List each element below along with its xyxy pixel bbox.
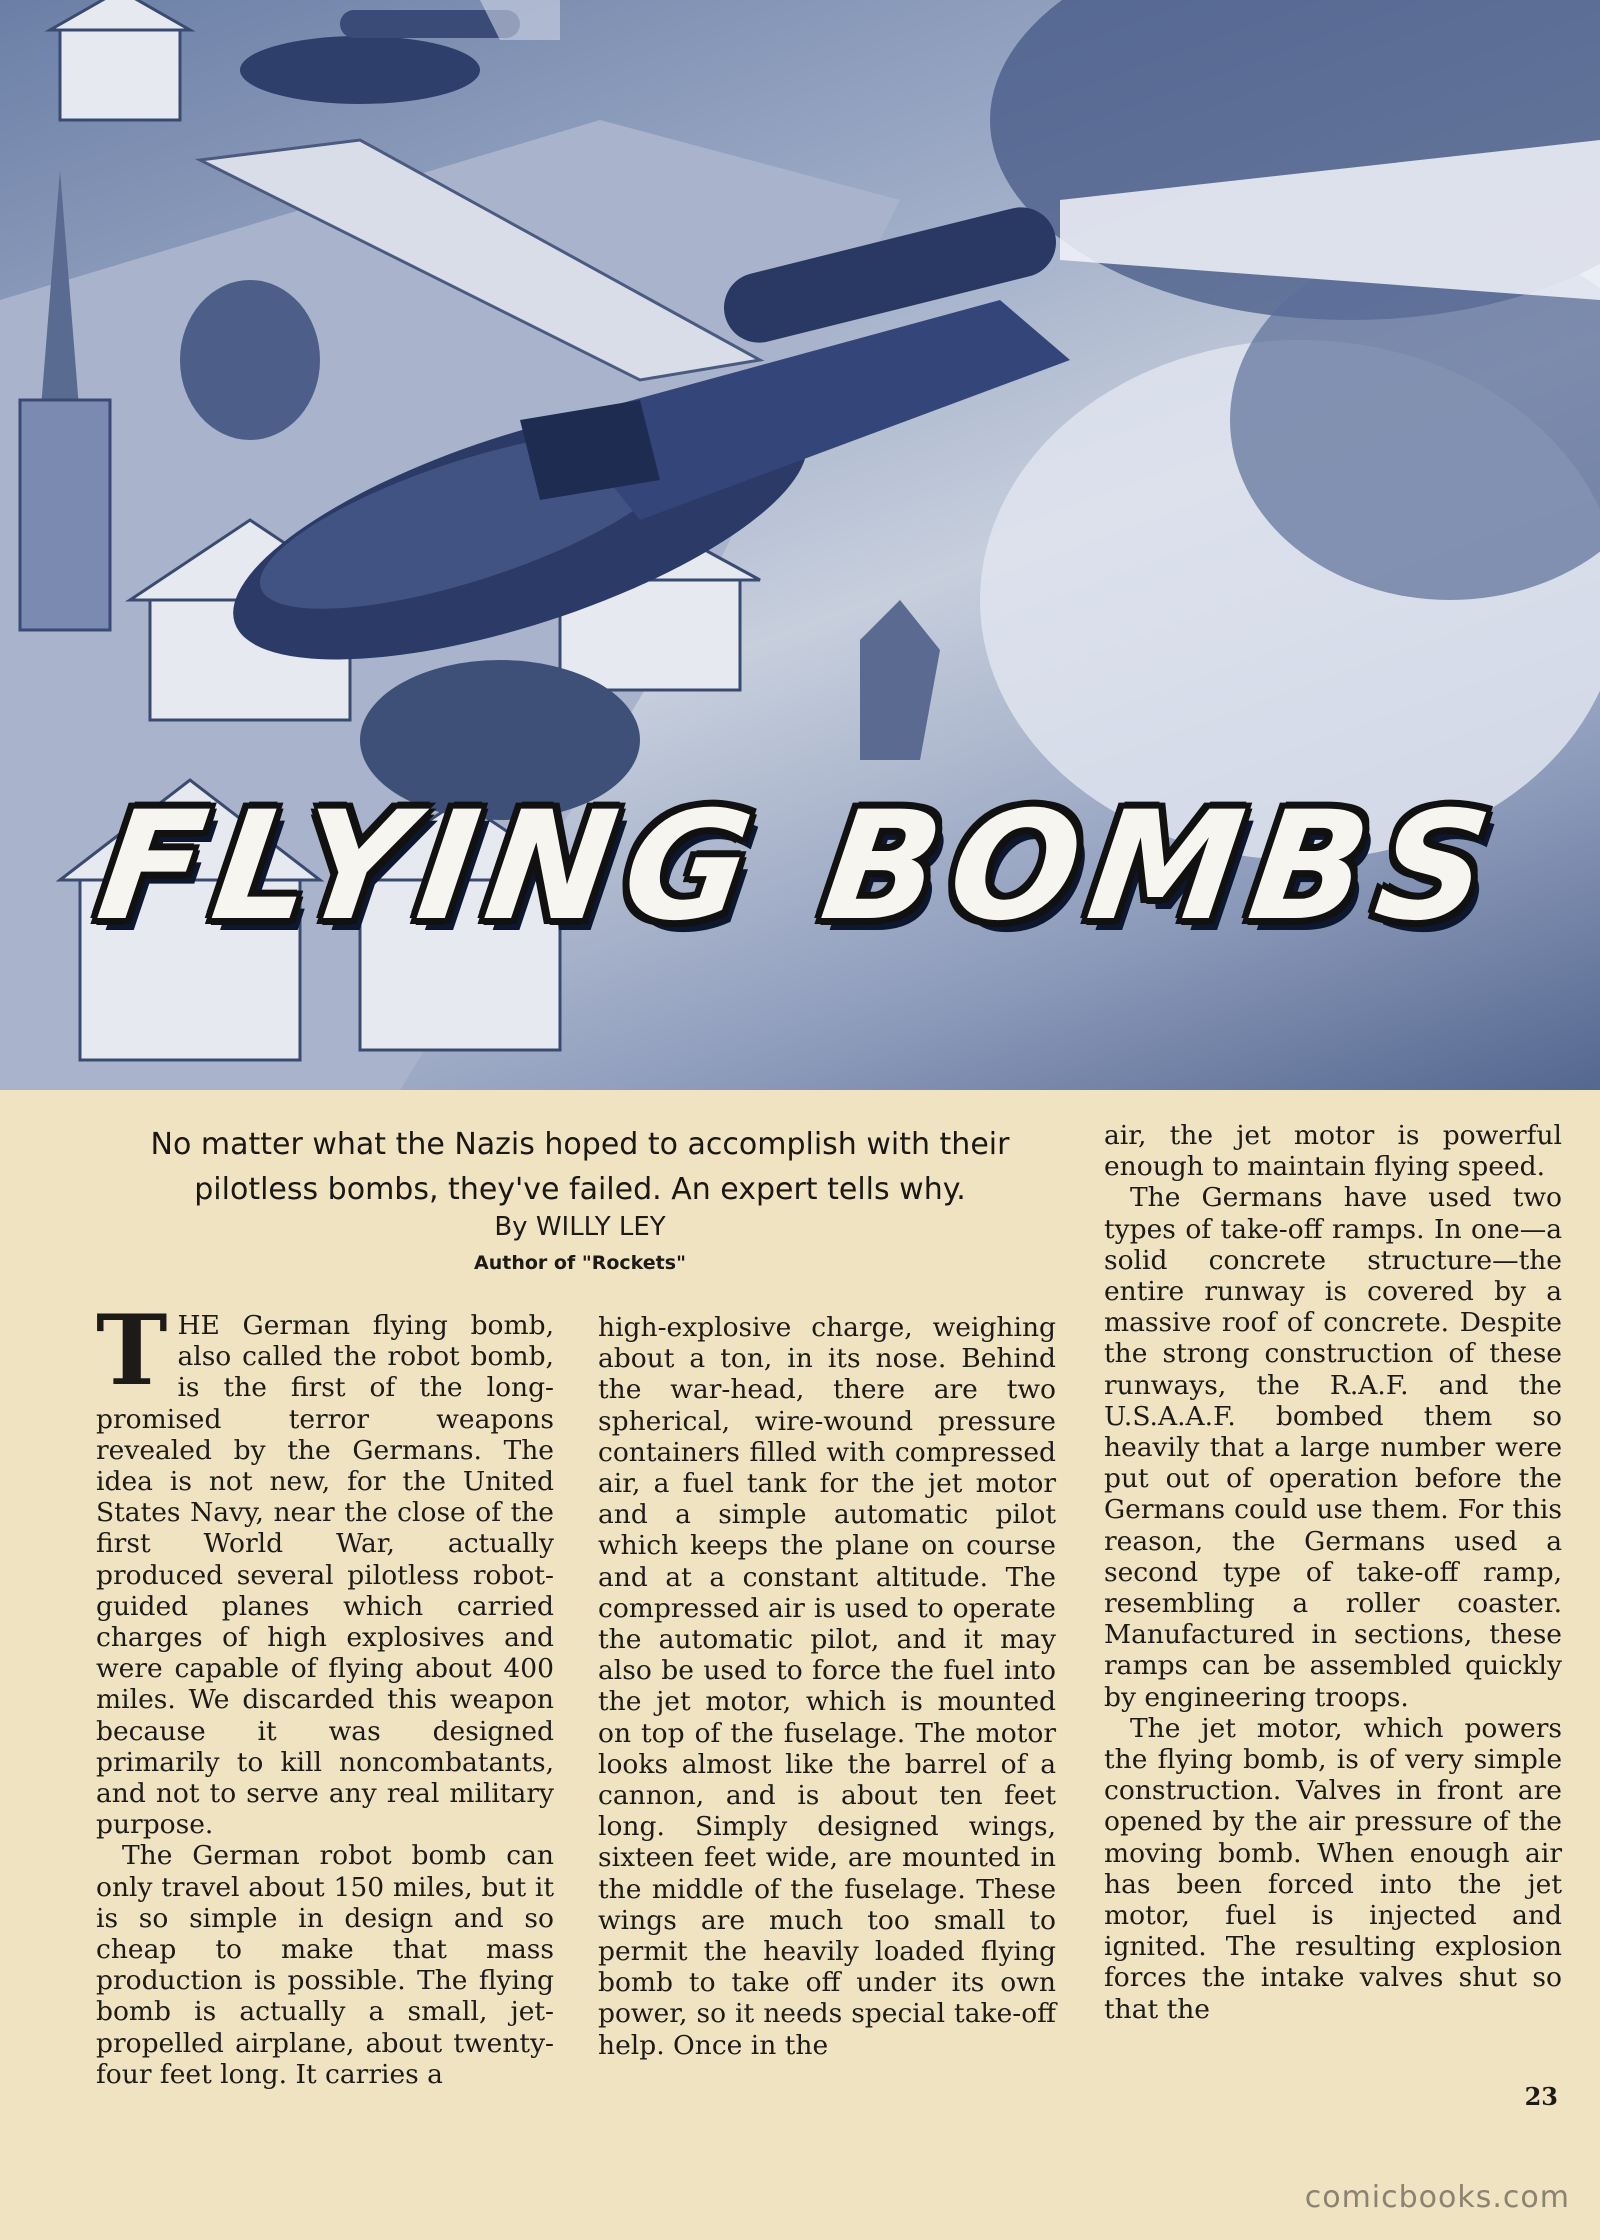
paragraph-text: HE German flying bomb, also called the robot bomb, is the first of the long-promised terror weapons revealed by the Germans. The idea is not new, for the United States Navy, near the close of the first World War, actually produced several pilotless robot-guided planes which carried charges of high explosives and were capable of flying about 400 miles. We discarded this weapon because it was designed primarily to kill noncombatants, and not to serve any real military purpose. — [96, 1310, 554, 1841]
text-column-3 — [1104, 1120, 1562, 2025]
article-deck: No matter what the Nazis hoped to accomplish with their pilotless bombs, they've failed. An expert tells why. — [150, 1127, 1010, 1207]
byline: By WILLY LEY — [494, 1212, 666, 1242]
article-headline: FLYING BOMBS — [89, 780, 1511, 954]
page-number: 23 — [1524, 2082, 1558, 2111]
paragraph: The German robot bomb can only travel about 150 miles, but it is so simple in design and so cheap to make that mass production is possible. The flying bomb is actually a small, jet-propelled airplane, about twenty-four feet long. It carries a — [96, 1840, 554, 2090]
cover-illustration — [0, 0, 1600, 1090]
paragraph: high-explosive charge, weighing about a ton, in its nose. Behind the war-head, there are two spherical, wire-wound pressure containers filled with compressed air, a fuel tank for the jet motor and a simple automatic pilot which keeps the plane on course and at a constant altitude. The compressed air is used to operate the automatic pilot, and it may also be used to force the fuel into the jet motor, which is mounted on top of the fuselage. The motor looks almost like the barrel of a cannon, and is about ten feet long. Simply designed wings, sixteen feet wide, are mounted in the middle of the fuselage. These wings are much too small to permit the heavily loaded flying bomb to take off under its own power, so it needs special take-off help. Once in the — [598, 1312, 1056, 2061]
paragraph: The Germans have used two types of take-off ramps. In one—a solid concrete structure—the entire runway is covered by a massive roof of concrete. Despite the strong construction of these runways, the R.A.F. and the U.S.A.A.F. bombed them so heavily that a large number were put out of operation before the Germans could use them. For this reason, the Germans used a second type of take-off ramp, resembling a roller coaster. Manufactured in sections, these ramps can be assembled quickly by engineering troops. — [1104, 1182, 1562, 1713]
text-column-2 — [598, 1312, 1056, 2061]
text-column-1 — [96, 1294, 554, 2090]
paragraph: air, the jet motor is powerful enough to maintain flying speed. — [1104, 1120, 1562, 1183]
paragraph: The jet motor, which powers the flying bomb, is of very simple construction. Valves in front are opened by the air pressure of the moving bomb. When enough air has been forced into the jet motor, fuel is injected and ignited. The resulting explosion forces the intake valves shut so that the — [1104, 1712, 1562, 2025]
author-credit: Author of "Rockets" — [474, 1252, 686, 1274]
paragraph — [96, 1294, 554, 1841]
watermark: comicbooks.com — [1304, 2180, 1570, 2215]
drop-cap: T — [96, 1294, 168, 1407]
